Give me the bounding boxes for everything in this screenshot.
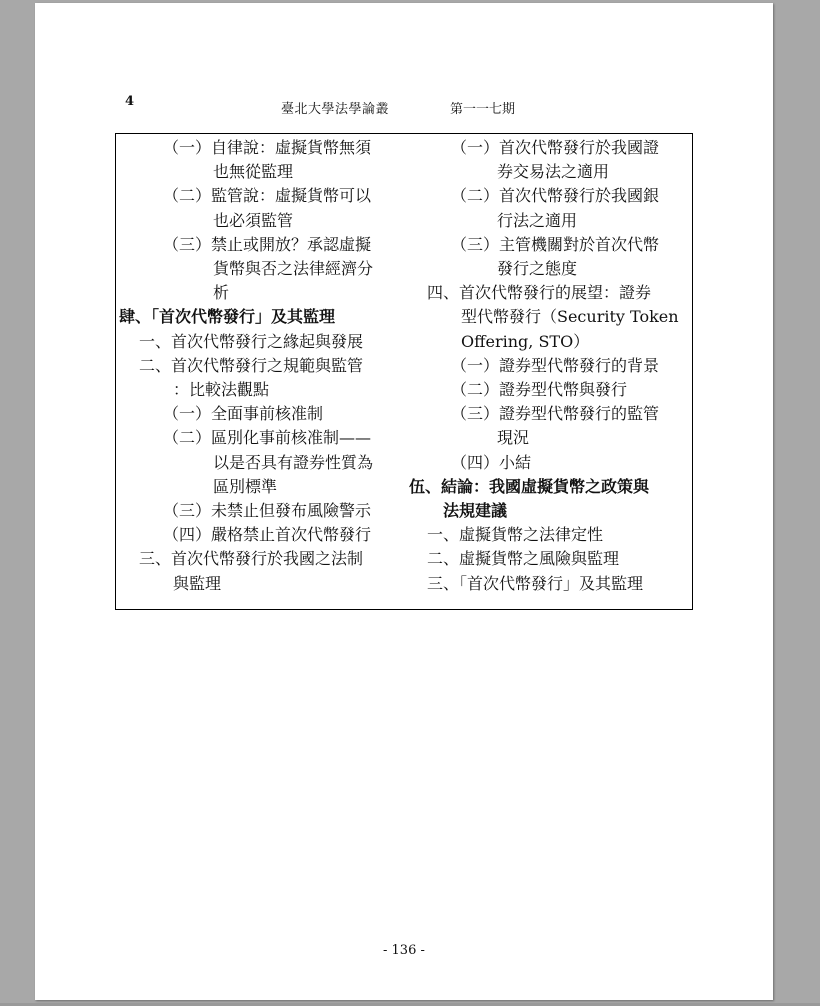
toc-section-item: 二、虛擬貨幣之風險與監理 <box>427 549 620 569</box>
toc-subsection-item: （一）首次代幣發行於我國證 <box>451 138 660 157</box>
toc-section-item: 三、「首次代幣發行」及其監理 <box>427 573 644 593</box>
toc-subsection-item: 區別標準 <box>213 476 278 496</box>
page-number-header: 4 <box>125 94 135 109</box>
toc-subsection-item: （四）嚴格禁止首次代幣發行 <box>163 525 372 545</box>
toc-subsection-item: （一）證券型代幣發行的背景 <box>451 355 660 375</box>
toc-subsection-item: 以是否具有證券性質為 <box>213 452 374 472</box>
toc-subsection-item: （三）禁止或開放？承認虛擬 <box>163 234 372 254</box>
toc-subsection-item: （四）小結 <box>451 452 532 472</box>
toc-section-item: 一、首次代幣發行之緣起與發展 <box>139 331 364 351</box>
toc-subsection-item: （二）區別化事前核准制—— <box>163 428 372 448</box>
journal-title: 臺北大學法學論叢 <box>281 102 390 117</box>
toc-subsection-item: 也無從監理 <box>213 162 294 182</box>
toc-section-item: ：比較法觀點 <box>173 380 270 399</box>
toc-section-item: 二、首次代幣發行之規範與監管 <box>139 355 364 375</box>
table-of-contents-box <box>115 133 693 610</box>
toc-subsection-item: （二）證券型代幣與發行 <box>451 380 628 399</box>
toc-subsection-item: （三）未禁止但發布風險警示 <box>163 501 372 520</box>
toc-section-item: Offering, STO） <box>461 331 590 351</box>
toc-chapter-heading: 伍、結論：我國虛擬貨幣之政策與 <box>409 476 650 496</box>
toc-subsection-item: 現況 <box>497 428 530 448</box>
toc-subsection-item: 行法之適用 <box>497 210 578 230</box>
toc-section-item: 四、首次代幣發行的展望：證券 <box>427 283 652 303</box>
toc-subsection-item: 析 <box>213 283 230 303</box>
page-footer-number: - 136 - <box>383 943 425 958</box>
toc-subsection-item: （三）主管機關對於首次代幣 <box>451 234 660 254</box>
toc-subsection-item: （三）證券型代幣發行的監管 <box>451 404 660 424</box>
toc-subsection-item: （一）自律說：虛擬貨幣無須 <box>163 138 372 157</box>
toc-subsection-item: 貨幣與否之法律經濟分 <box>213 259 374 278</box>
toc-subsection-item: 也必須監管 <box>213 210 294 230</box>
toc-chapter-heading: 肆、「首次代幣發行」及其監理 <box>119 307 336 327</box>
toc-section-item: 一、虛擬貨幣之法律定性 <box>427 525 604 545</box>
toc-chapter-heading: 法規建議 <box>443 501 508 520</box>
toc-subsection-item: （二）監管說：虛擬貨幣可以 <box>163 186 372 206</box>
toc-subsection-item: （二）首次代幣發行於我國銀 <box>451 186 660 206</box>
toc-section-item: 型代幣發行（Security Token <box>461 307 679 327</box>
toc-section-item: 與監理 <box>173 573 222 593</box>
toc-section-item: 三、首次代幣發行於我國之法制 <box>139 549 364 569</box>
issue-number: 第一一七期 <box>450 102 516 117</box>
toc-subsection-item: 發行之態度 <box>497 259 578 278</box>
document-page <box>35 3 773 1000</box>
toc-subsection-item: （一）全面事前核准制 <box>163 404 324 424</box>
toc-subsection-item: 券交易法之適用 <box>497 162 610 182</box>
